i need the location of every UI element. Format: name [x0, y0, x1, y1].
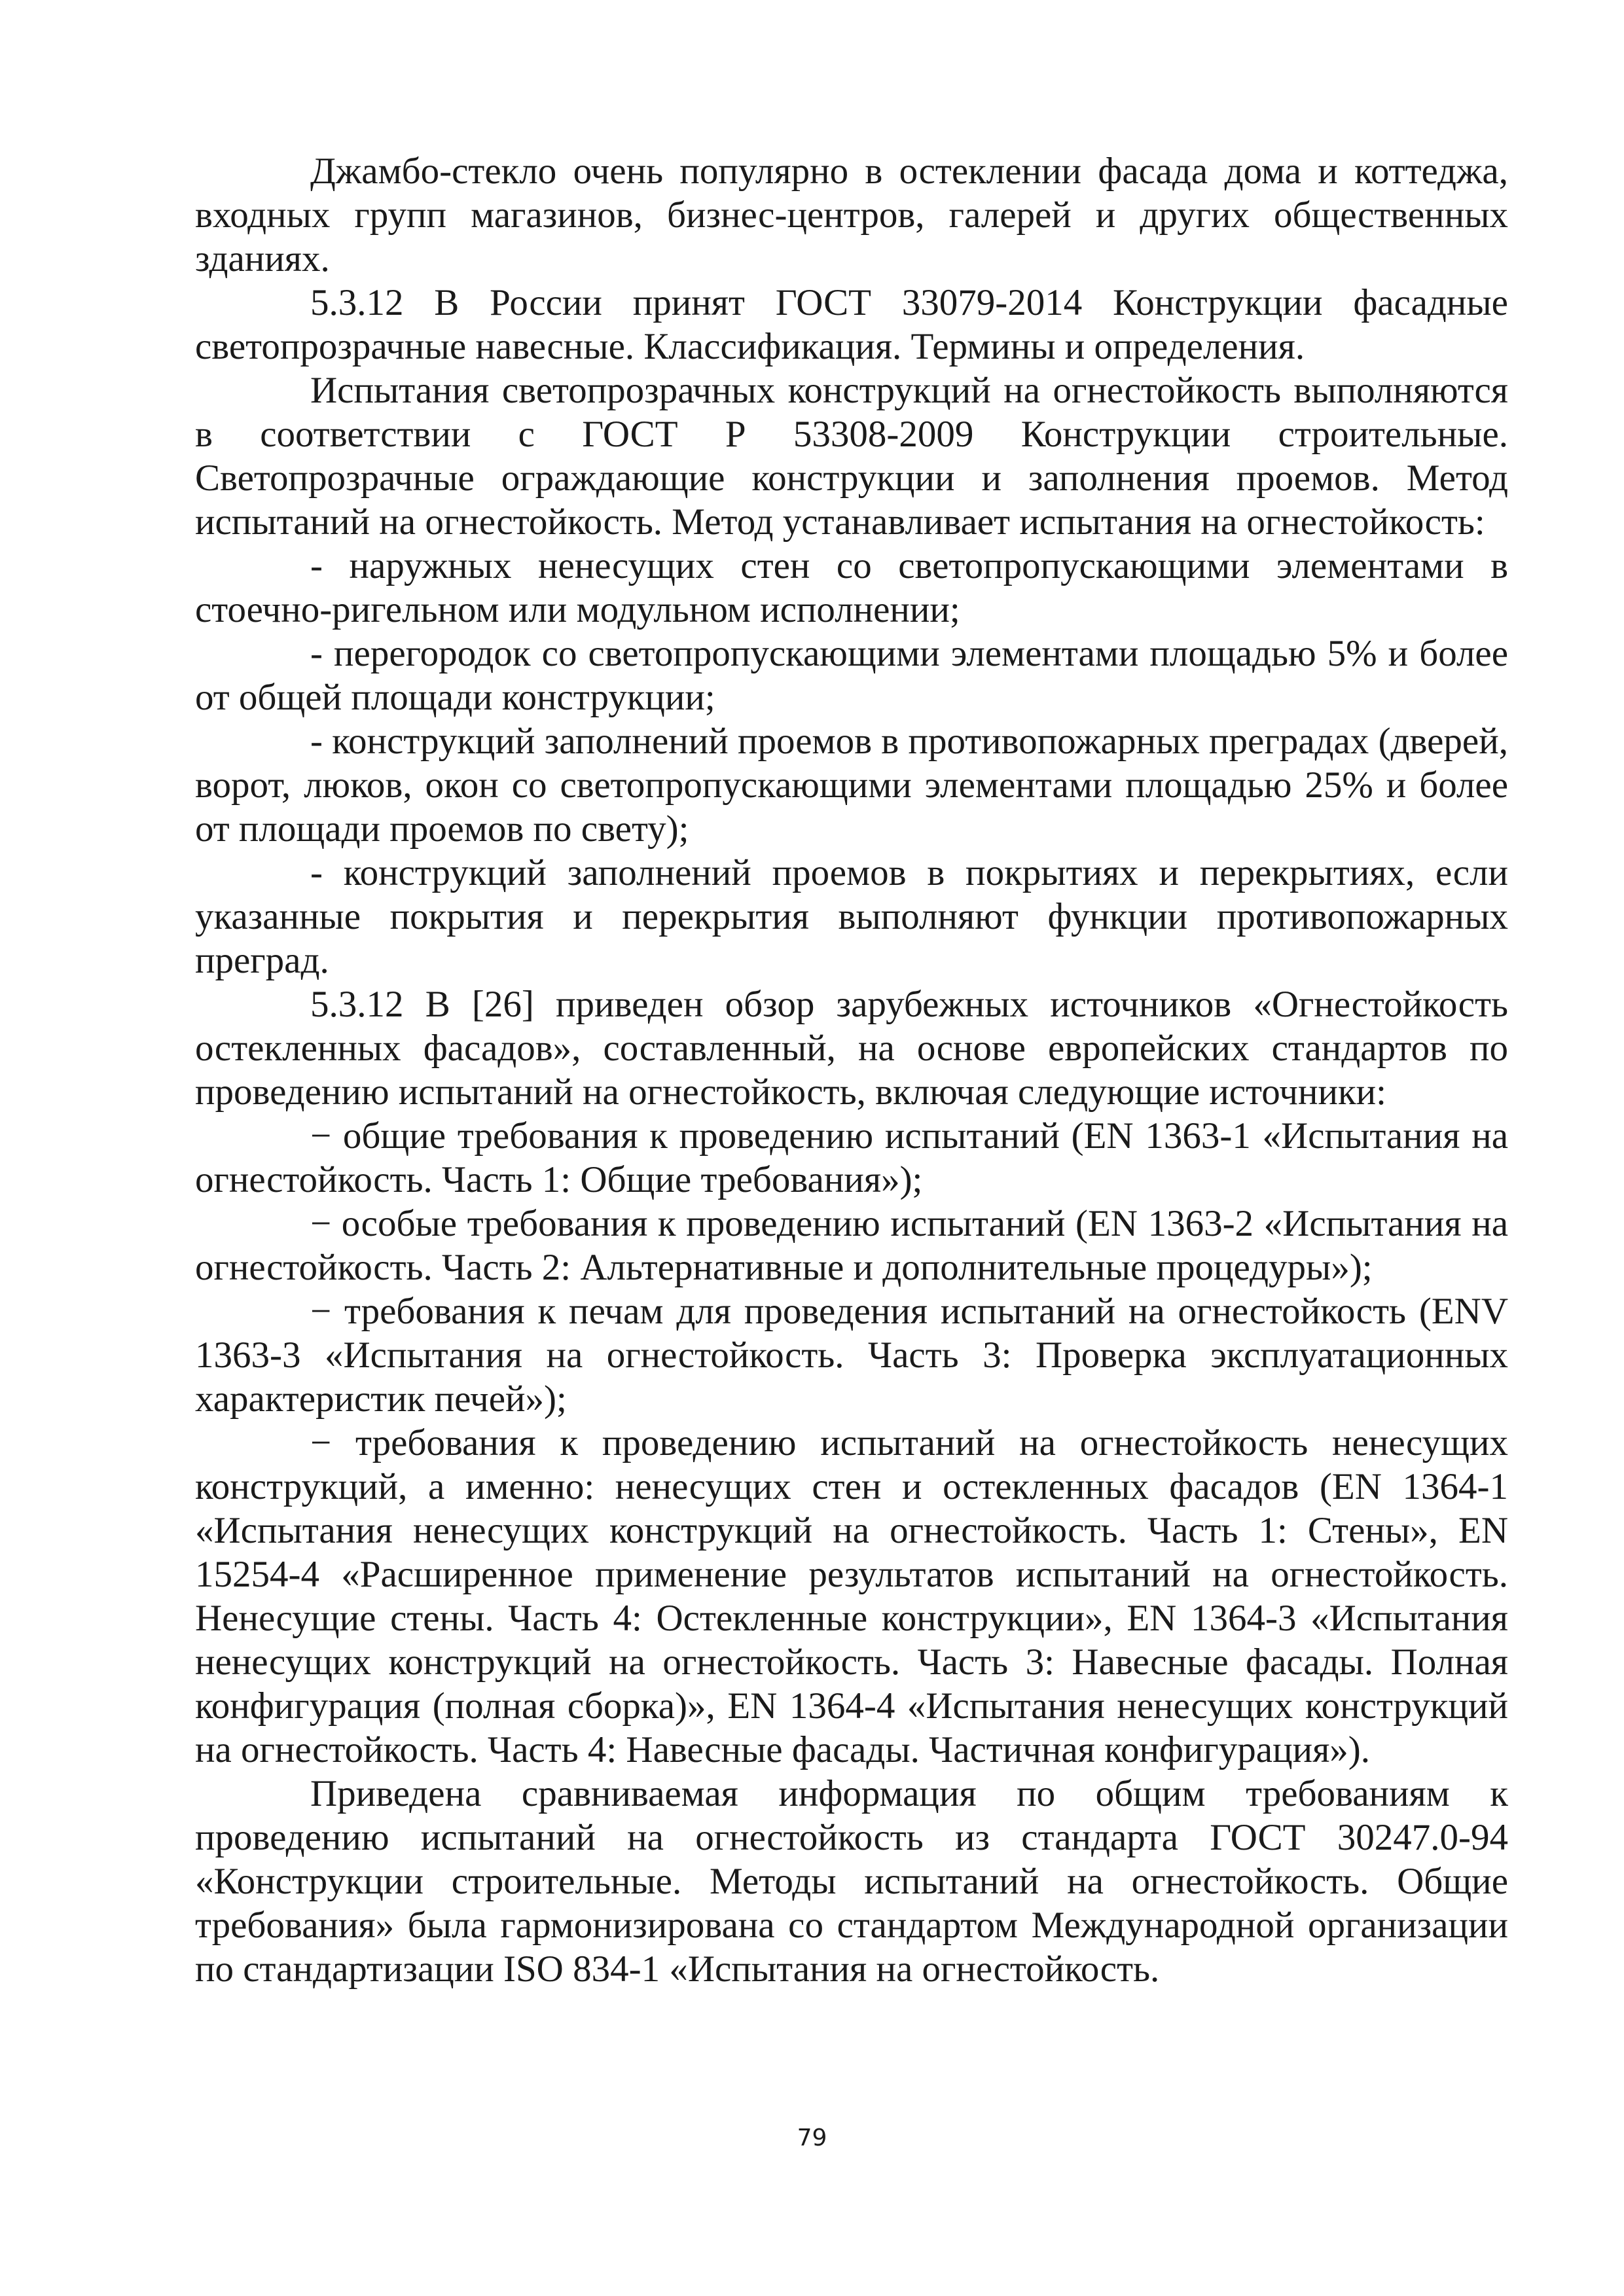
paragraph-jumbo-glass: Джамбо-стекло очень популярно в остеклении фасада дома и коттеджа, входных групп магазинов, бизнес-центров, галерей и других общественных зданиях.	[195, 151, 1508, 279]
paragraph-gost-33079: 5.3.12 В России принят ГОСТ 33079-2014 Конструкции фасадные светопрозрачные навесные. Классификация. Термины и определения.	[195, 282, 1508, 367]
page-number: 79	[797, 2125, 827, 2151]
list-item-en-1364: − требования к проведению испытаний на огнестойкость ненесущих конструкций, а именно: ненесущих стен и остекленных фасадов (EN 1364-1 «Испытания ненесущих конструкций на огнестойкость. Часть 1: Стены», EN 15254-4 «Расширенное применение результатов испытаний на огнестойкость. Ненесущие стены. Часть 4: Остекленные конструкции», EN 1364-3 «Испытания ненесущих конструкций на огнестойкость. Часть 3: Навесные фасады. Полная конфигурация (полная сборка)», EN 1364-4 «Испытания ненесущих конструкций на огнестойкость. Часть 4: Навесные фасады. Частичная конфигурация»).	[195, 1422, 1508, 1770]
paragraph-foreign-sources: 5.3.12 В [26] приведен обзор зарубежных источников «Огнестойкость остекленных фасадов», составленный, на основе европейских стандартов по проведению испытаний на огнестойкость, включая следующие источники:	[195, 984, 1508, 1113]
list-item-fire-barriers: - конструкций заполнений проемов в противопожарных преградах (дверей, ворот, люков, окон со светопропускающими элементами площадью 25% и более от площади проемов по свету);	[195, 721, 1508, 850]
list-item-en-1363-1: − общие требования к проведению испытаний (EN 1363-1 «Испытания на огнестойкость. Часть 1: Общие требования»);	[195, 1115, 1508, 1200]
list-item-partitions: - перегородок со светопропускающими элементами площадью 5% и более от общей площади конструкции;	[195, 633, 1508, 718]
paragraph-gost-30247: Приведена сравниваемая информация по общим требованиям к проведению испытаний на огнестойкость из стандарта ГОСТ 30247.0-94 «Конструкции строительные. Методы испытаний на огнестойкость. Общие требования» была гармонизирована со стандартом Международной организации по стандартизации ISO 834-1 «Испытания на огнестойкость.	[195, 1773, 1508, 1990]
list-item-external-walls: - наружных ненесущих стен со светопропускающими элементами в стоечно-ригельном или модульном исполнении;	[195, 545, 1508, 630]
body-text	[195, 149, 1508, 1991]
list-item-roof-openings: - конструкций заполнений проемов в покрытиях и перекрытиях, если указанные покрытия и перекрытия выполняют функции противопожарных преград.	[195, 852, 1508, 981]
list-item-env-1363-3: − требования к печам для проведения испытаний на огнестойкость (ENV 1363-3 «Испытания на огнестойкость. Часть 3: Проверка эксплуатационных характеристик печей»);	[195, 1291, 1508, 1420]
paragraph-fire-tests: Испытания светопрозрачных конструкций на огнестойкость выполняются в соответствии с ГОСТ Р 53308-2009 Конструкции строительные. Светопрозрачные ограждающие конструкции и заполнения проемов. Метод испытаний на огнестойкость. Метод устанавливает испытания на огнестойкость:	[195, 370, 1508, 543]
list-item-en-1363-2: − особые требования к проведению испытаний (EN 1363-2 «Испытания на огнестойкость. Часть 2: Альтернативные и дополнительные процедуры»);	[195, 1203, 1508, 1288]
